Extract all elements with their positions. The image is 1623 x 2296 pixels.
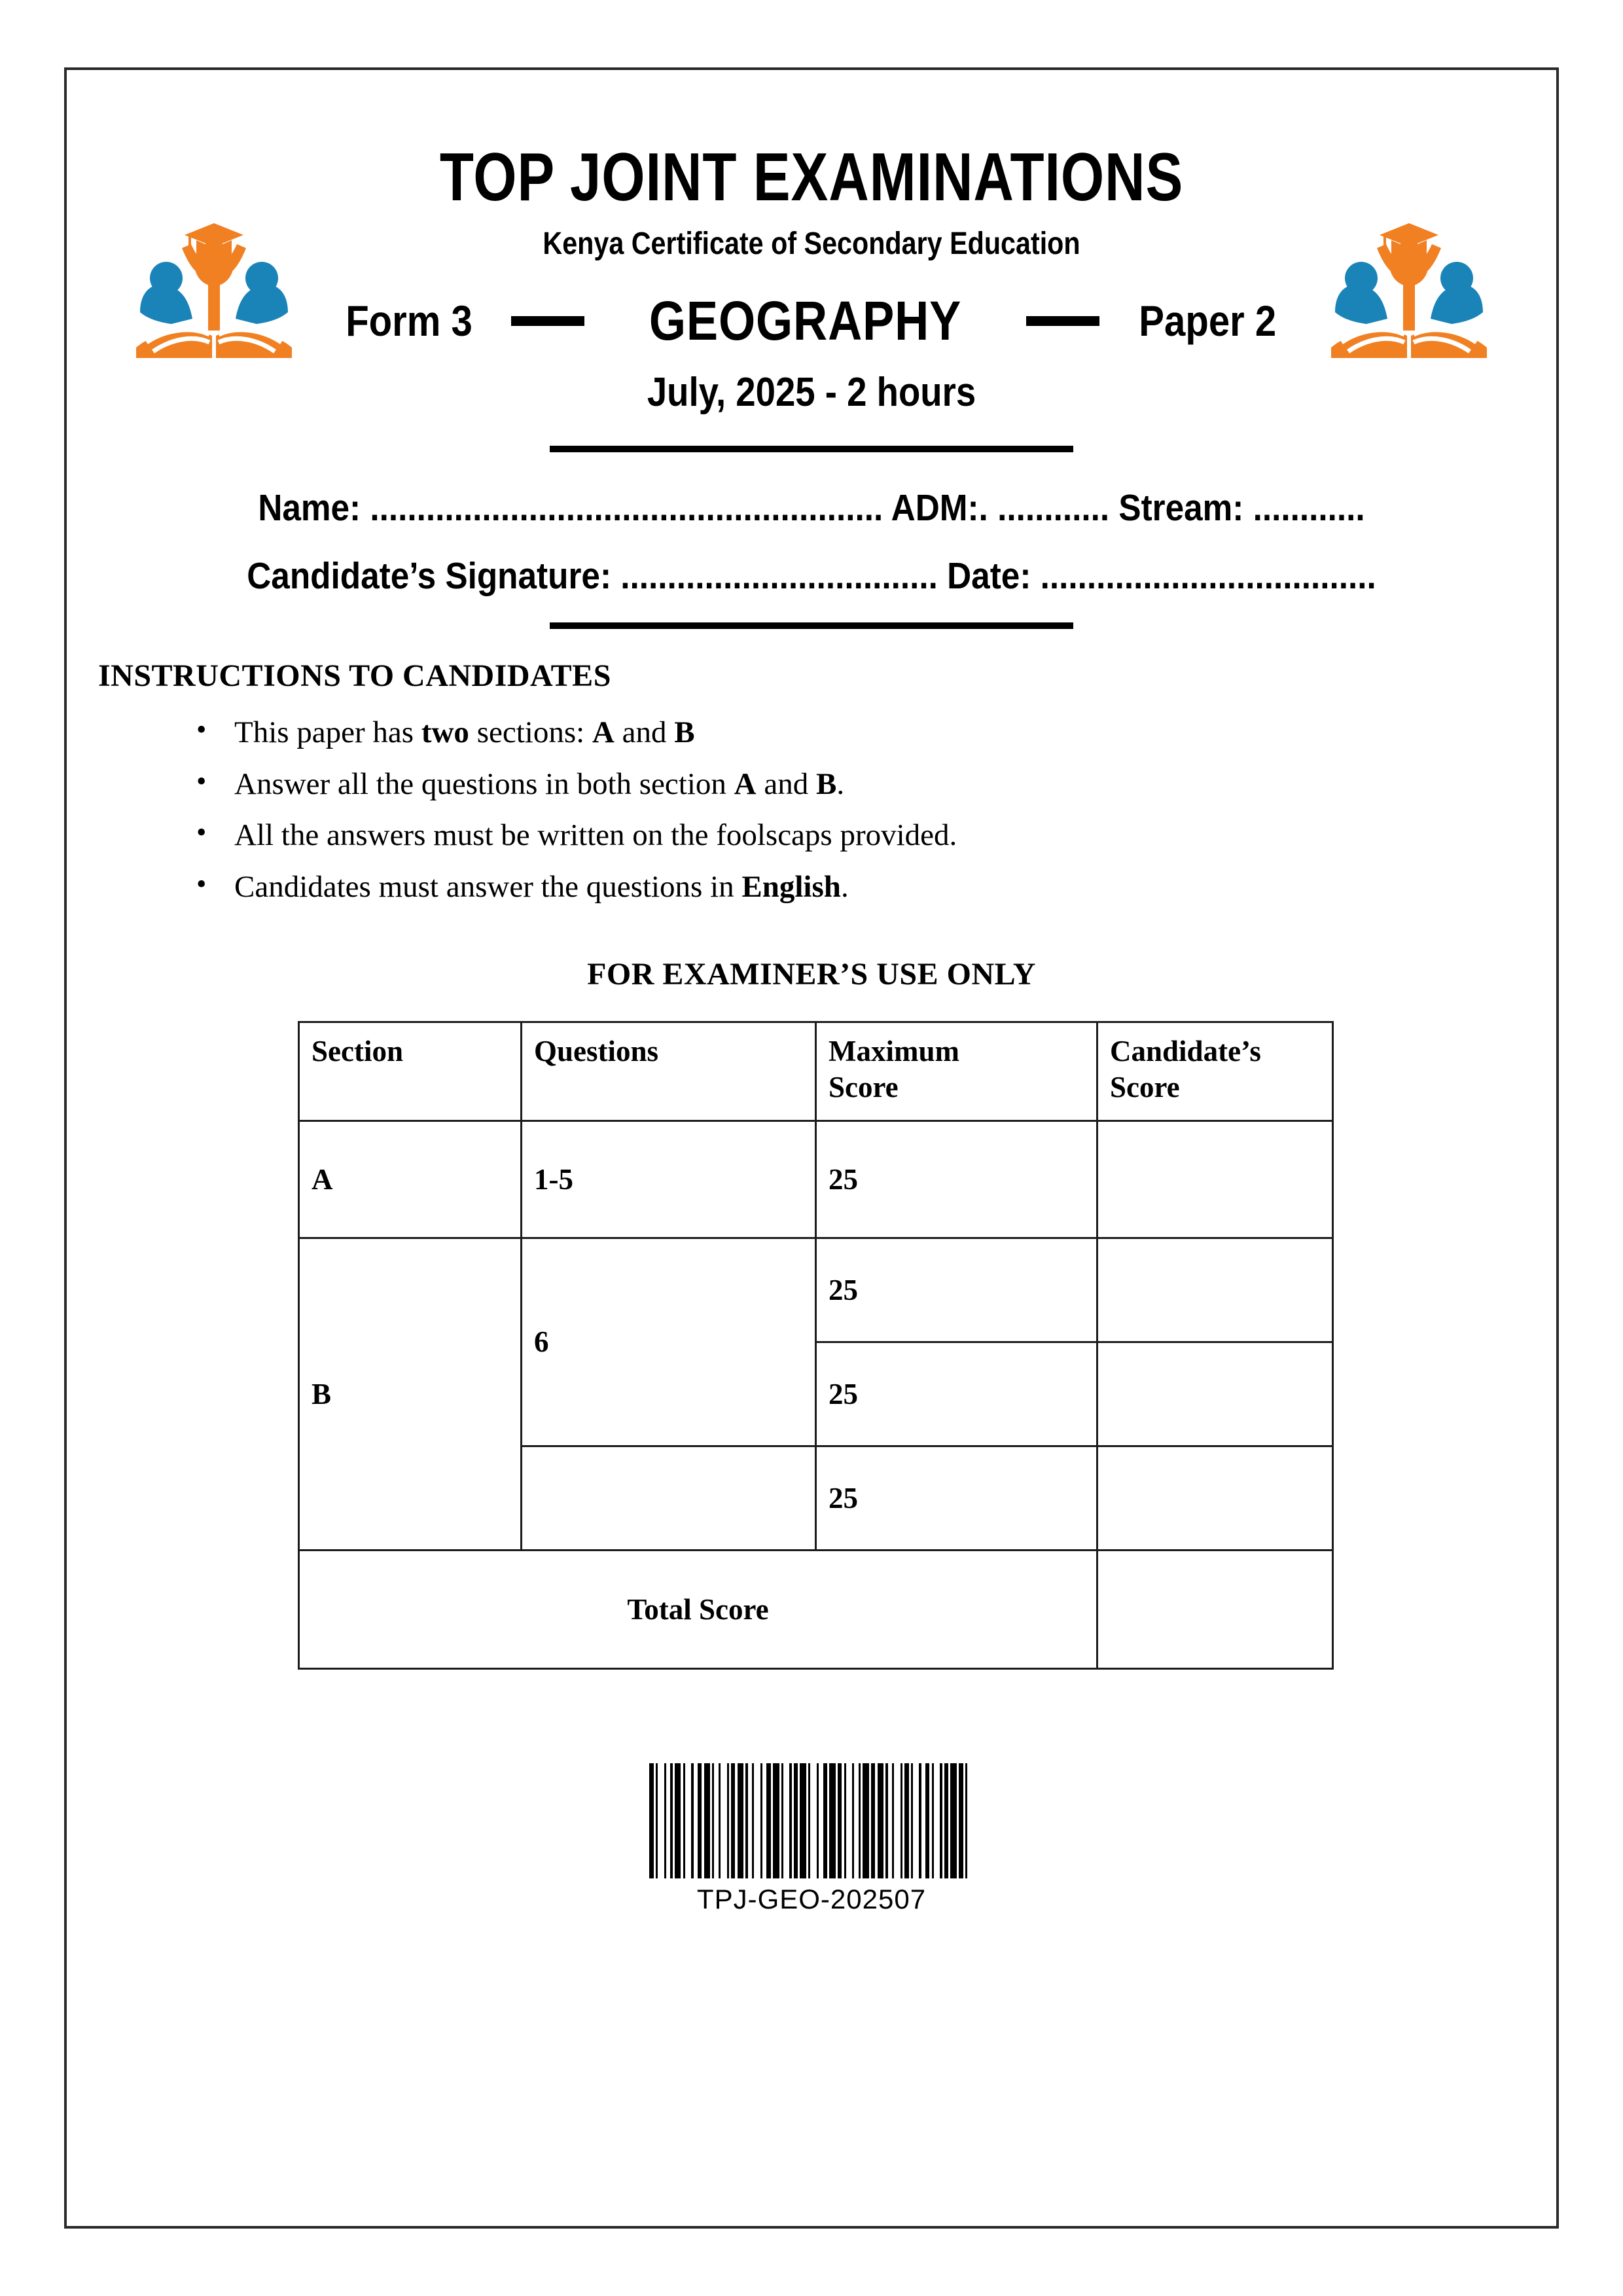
examiner-use-heading: FOR EXAMINER’S USE ONLY — [587, 956, 1036, 992]
form-label: Form 3 — [346, 296, 473, 345]
instructions-heading: INSTRUCTIONS TO CANDIDATES — [98, 658, 611, 693]
dash-separator-left — [511, 316, 584, 326]
cell-candidate-score-b2[interactable] — [1097, 1342, 1333, 1446]
name-adm-stream-line[interactable]: Name: ....................................................... ADM:. ............ Stream: ............ — [258, 487, 1365, 529]
divider-rule-bottom — [550, 622, 1073, 629]
instruction-text-run: B — [815, 766, 837, 801]
exam-board-title: TOP JOINT EXAMINATIONS — [439, 139, 1184, 215]
instruction-text-run: A — [592, 715, 615, 749]
subject-name: GEOGRAPHY — [649, 289, 962, 351]
divider-rule-top — [550, 446, 1073, 452]
instructions-section — [67, 658, 1556, 909]
instruction-text-run: Candidates must answer the questions in — [234, 870, 742, 905]
total-score-label: Total Score — [299, 1550, 1097, 1668]
header-maximum-line2: Score — [829, 1070, 899, 1103]
cell-questions-b3 — [522, 1446, 816, 1550]
instruction-text-run: A — [734, 766, 757, 801]
header-section-label: Section — [312, 1034, 403, 1067]
cell-maximum-b3: 25 — [816, 1446, 1097, 1550]
paper-label: Paper 2 — [1139, 296, 1277, 345]
header-questions-label: Questions — [534, 1034, 659, 1067]
cell-questions-b: 6 — [522, 1238, 816, 1446]
header-section — [299, 1022, 522, 1121]
instructions-list — [98, 711, 1556, 909]
instruction-item — [196, 762, 1556, 806]
instruction-text-run: B — [674, 715, 695, 749]
table-row — [299, 1238, 1333, 1342]
header-candidate-line1: Candidate’s — [1110, 1034, 1261, 1067]
cell-section-a: A — [299, 1121, 522, 1238]
cell-section-b: B — [299, 1238, 522, 1550]
masthead — [67, 70, 1556, 262]
date-duration: July, 2025 - 2 hours — [647, 370, 976, 415]
instruction-text-run: two — [421, 715, 469, 749]
cell-candidate-score-b1[interactable] — [1097, 1238, 1333, 1342]
cell-candidate-score-b3[interactable] — [1097, 1446, 1333, 1550]
instruction-item — [196, 814, 1556, 857]
instruction-item — [196, 865, 1556, 909]
header-candidate-line2: Score — [1110, 1070, 1180, 1103]
header-candidate-score — [1097, 1022, 1333, 1121]
table-row — [299, 1121, 1333, 1238]
signature-date-line[interactable]: Candidate’s Signature: .................................. Date: .................................... — [247, 555, 1376, 597]
instruction-text-run: . — [840, 870, 849, 905]
subject-row — [67, 281, 1556, 360]
header-questions — [522, 1022, 816, 1121]
candidate-details — [67, 486, 1556, 598]
instruction-text-run: All the answers must be written on the foolscaps provided. — [234, 818, 957, 853]
instruction-text-run: Answer all the questions in both section — [234, 766, 734, 801]
barcode-area — [67, 1755, 1556, 1915]
table-total-row — [299, 1550, 1333, 1668]
barcode-label: TPJ-GEO-202507 — [696, 1883, 927, 1914]
instruction-text-run: English — [741, 870, 841, 905]
instruction-text-run: . — [836, 766, 845, 801]
total-score-value[interactable] — [1097, 1550, 1333, 1668]
page-border — [64, 67, 1559, 2229]
instruction-text-run: and — [614, 715, 675, 749]
cell-maximum-a: 25 — [816, 1121, 1097, 1238]
cell-candidate-score-a[interactable] — [1097, 1121, 1333, 1238]
examiner-score-table — [298, 1021, 1334, 1670]
certificate-subtitle: Kenya Certificate of Secondary Education — [543, 226, 1080, 261]
table-header-row — [299, 1022, 1333, 1121]
header-maximum-score — [816, 1022, 1097, 1121]
barcode-image — [649, 1763, 973, 1878]
dash-separator-right — [1026, 316, 1099, 326]
cell-questions-a: 1-5 — [522, 1121, 816, 1238]
cell-maximum-b1: 25 — [816, 1238, 1097, 1342]
instruction-text-run: and — [756, 766, 816, 801]
instruction-text-run: sections: — [469, 715, 592, 749]
cell-maximum-b2: 25 — [816, 1342, 1097, 1446]
header-maximum-line1: Maximum — [829, 1034, 959, 1067]
instruction-text-run: This paper has — [234, 715, 421, 749]
instruction-item — [196, 711, 1556, 755]
